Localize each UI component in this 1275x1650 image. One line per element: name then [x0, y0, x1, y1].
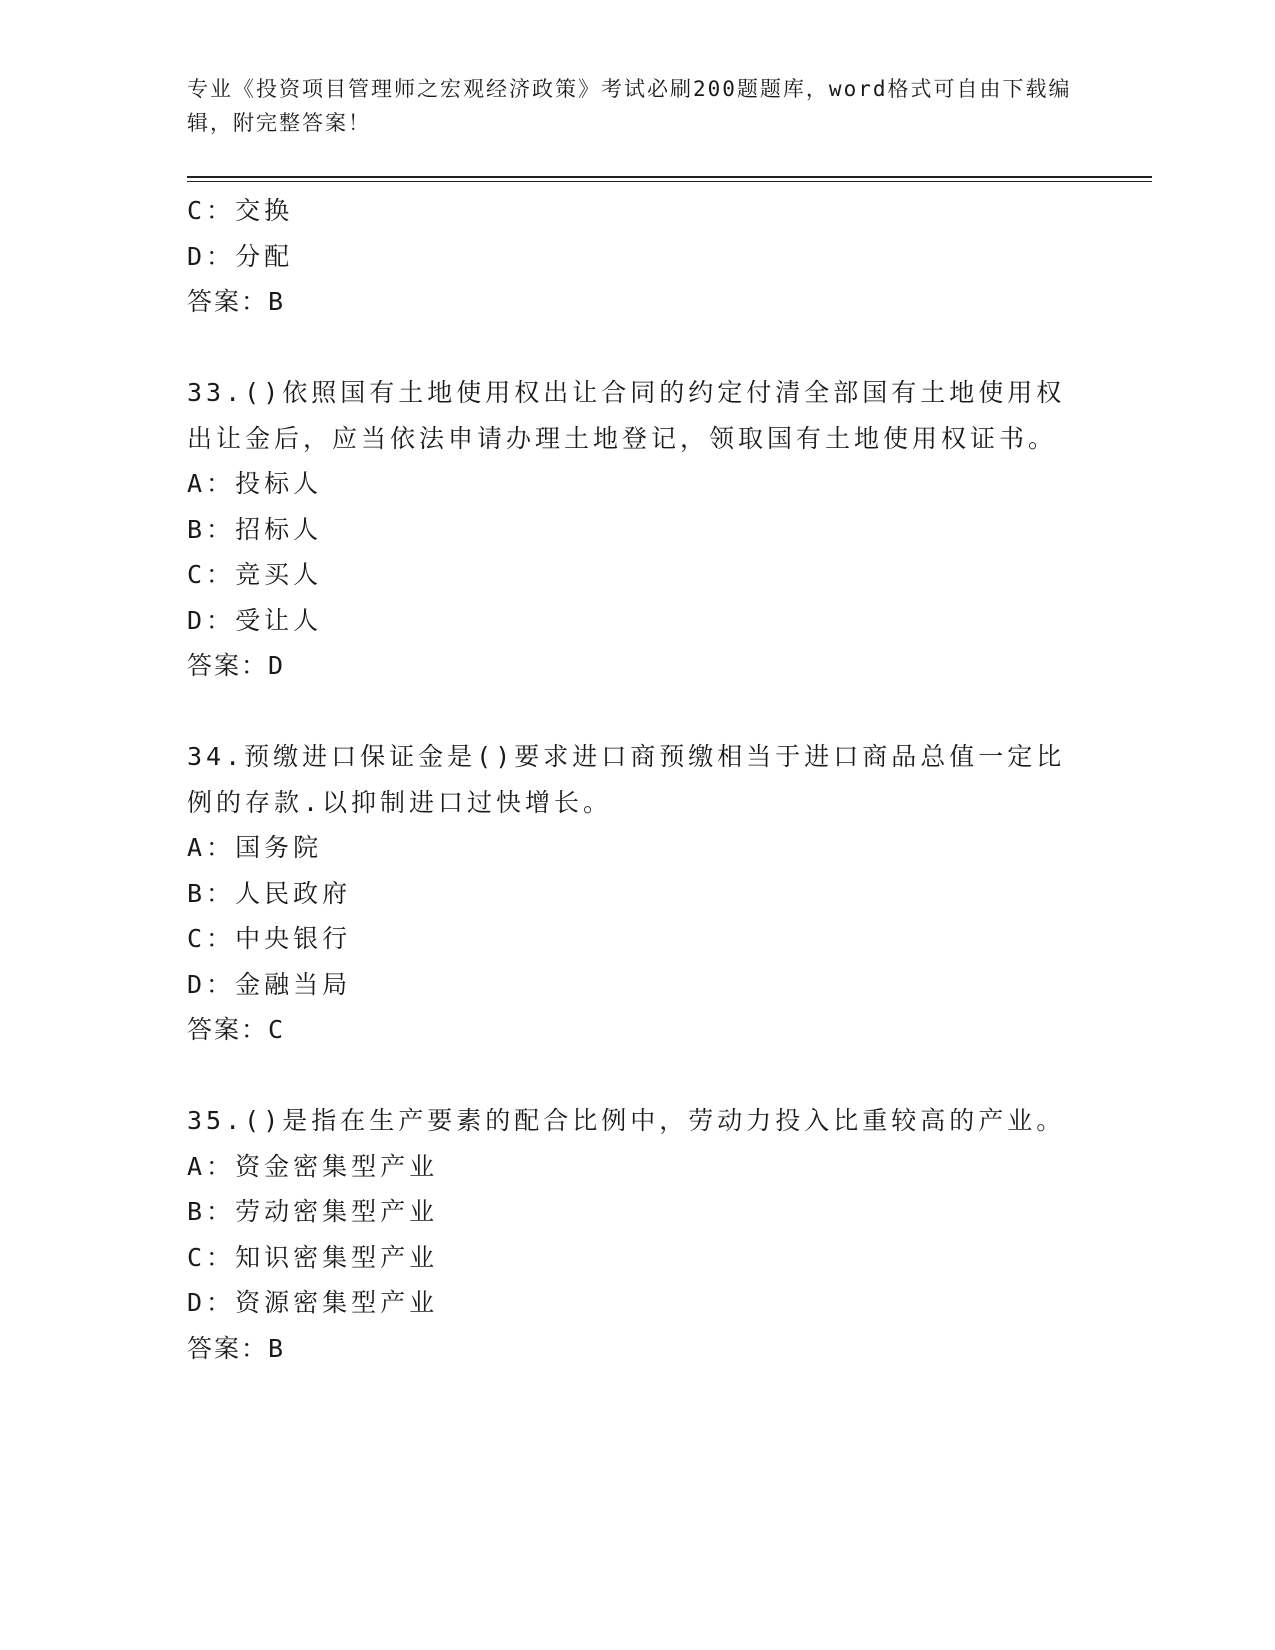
option-letter: B： — [187, 1197, 236, 1226]
option-letter: B： — [187, 514, 236, 544]
option-letter: B： — [187, 878, 236, 908]
page-header: 专业《投资项目管理师之宏观经济政策》考试必刷200题题库，word格式可自由下载编辑，附完整答案！ — [187, 77, 1072, 135]
option-d — [187, 962, 1087, 1008]
option-c — [187, 552, 1087, 598]
option-letter: A： — [187, 1151, 236, 1181]
option-text: 受让人 — [235, 605, 323, 635]
option-d — [187, 234, 1087, 280]
option-d — [187, 1280, 1087, 1326]
option-text: 交换 — [235, 196, 294, 225]
option-letter: D： — [187, 969, 236, 999]
option-letter: C： — [187, 196, 236, 225]
option-text: 资源密集型产业 — [235, 1288, 439, 1317]
option-b — [187, 1189, 1087, 1235]
option-letter: D： — [187, 1288, 236, 1317]
option-text: 投标人 — [235, 469, 323, 498]
option-c — [187, 1235, 1087, 1281]
header-divider-thin — [187, 181, 1152, 182]
option-b — [187, 507, 1087, 553]
option-text: 国务院 — [235, 833, 323, 862]
option-text: 知识密集型产业 — [235, 1242, 439, 1272]
answer-line: 答案：D — [187, 651, 286, 680]
option-letter: C： — [187, 1242, 236, 1272]
option-a — [187, 825, 1087, 871]
option-text: 竞买人 — [235, 560, 323, 589]
answer-line: 答案：B — [187, 287, 286, 316]
question-content — [187, 188, 1087, 1371]
option-letter: C： — [187, 560, 236, 589]
option-text: 劳动密集型产业 — [235, 1197, 439, 1226]
header-divider-thick — [187, 176, 1152, 178]
question-stem-35: 35.()是指在生产要素的配合比例中，劳动力投入比重较高的产业。 — [187, 1106, 1066, 1135]
answer-line: 答案：B — [187, 1333, 286, 1363]
option-text: 招标人 — [235, 514, 323, 544]
option-c — [187, 188, 1087, 234]
spacer — [187, 325, 1087, 371]
option-text: 分配 — [235, 241, 294, 271]
option-text: 中央银行 — [235, 924, 352, 953]
answer-line: 答案：C — [187, 1015, 286, 1044]
question-stem-34: 34.预缴进口保证金是()要求进口商预缴相当于进口商品总值一定比例的存款.以抑制进口过快增长。 — [187, 742, 1066, 817]
option-a — [187, 461, 1087, 507]
option-text: 金融当局 — [235, 969, 352, 999]
spacer — [187, 689, 1087, 735]
question-stem-33: 33.()依照国有土地使用权出让合同的约定付清全部国有土地使用权出让金后，应当依法申请办理土地登记，领取国有土地使用权证书。 — [187, 378, 1066, 453]
option-letter: A： — [187, 469, 236, 498]
option-letter: D： — [187, 605, 236, 635]
option-b — [187, 871, 1087, 917]
spacer — [187, 1053, 1087, 1099]
option-a — [187, 1144, 1087, 1190]
option-text: 资金密集型产业 — [235, 1151, 439, 1181]
option-d — [187, 598, 1087, 644]
option-letter: D： — [187, 241, 236, 271]
option-c — [187, 916, 1087, 962]
option-letter: C： — [187, 924, 236, 953]
option-letter: A： — [187, 833, 236, 862]
option-text: 人民政府 — [235, 878, 352, 908]
